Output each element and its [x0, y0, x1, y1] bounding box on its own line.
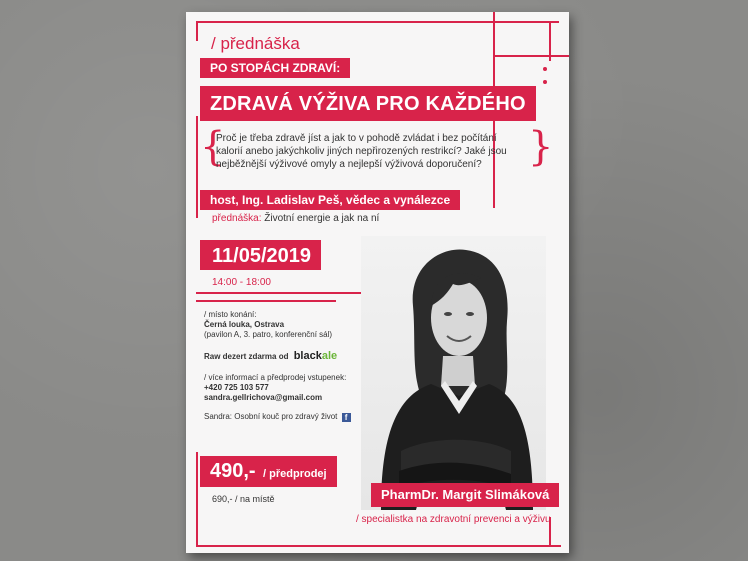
frame-line-left-mid: [196, 116, 198, 218]
venue-name: Černá louka, Ostrava: [204, 320, 285, 329]
presale-price-amount: 490,-: [210, 460, 256, 482]
blackale-logo-a: black: [293, 350, 322, 362]
facebook-line[interactable]: [204, 412, 351, 422]
presale-price-label: / předprodej: [263, 468, 327, 480]
poster: [186, 12, 569, 553]
guest-talk-prefix: přednáška:: [212, 213, 262, 224]
venue-detail: (pavilon A, 3. patro, konferenční sál): [204, 330, 333, 339]
facebook-icon: f: [342, 413, 351, 422]
guest-talk: [212, 213, 379, 224]
date-band: 11/05/2019: [200, 240, 321, 270]
facebook-text: Sandra: Osobní kouč pro zdravý život: [204, 412, 338, 421]
intro-text: Proč je třeba zdravě jíst a jak to v pohodě zvládat i bez počítání kalorií anebo jakýchkoliv jiných nepřirozených restrikcí? Jaké jsou nejběžnější výživové omyly a nejlepší výživová doporučení?: [216, 133, 507, 170]
venue-label: / místo konání:: [204, 310, 257, 319]
decor-dot-1: [543, 67, 547, 71]
title-band: ZDRAVÁ VÝŽIVA PRO KAŽDÉHO: [200, 86, 536, 121]
speaker-portrait-image: [361, 236, 546, 510]
frame-line-left: [196, 21, 198, 41]
presale-price-band: [200, 456, 337, 487]
contact-email[interactable]: sandra.gellrichova@gmail.com: [204, 393, 323, 402]
speaker-name-band: PharmDr. Margit Slimáková: [371, 483, 559, 507]
subtitle-band: PO STOPÁCH ZDRAVÍ:: [200, 58, 350, 78]
frame-line-right-upper: [495, 55, 569, 57]
event-time: 14:00 - 18:00: [212, 277, 271, 288]
frame-line-divider-lower: [196, 300, 336, 302]
frame-line-top: [196, 21, 559, 23]
guest-talk-title: Životní energie a jak na ní: [261, 213, 380, 224]
speaker-role: / specialistka na zdravotní prevenci a výživu: [356, 514, 551, 525]
dessert-line: [204, 351, 337, 362]
guest-band: host, Ing. Ladislav Peš, vědec a vynálezce: [200, 190, 460, 210]
left-brace-icon: {: [200, 124, 226, 170]
contact-label: / více informací a předprodej vstupenek:: [204, 373, 347, 382]
door-price: 690,- / na místě: [212, 494, 275, 504]
dessert-text: Raw dezert zdarma od: [204, 352, 289, 361]
frame-line-bottom: [196, 545, 561, 547]
frame-line-divider-date: [196, 292, 366, 294]
category-label: / přednáška: [211, 34, 300, 53]
decor-dot-2: [543, 80, 547, 84]
contact-phone: +420 725 103 577: [204, 383, 269, 392]
frame-line-left-bottom: [196, 452, 198, 547]
speaker-photo: [361, 236, 546, 510]
right-brace-icon: }: [528, 124, 554, 170]
blackale-logo: [294, 350, 337, 362]
blackale-logo-b: ale: [321, 350, 338, 362]
